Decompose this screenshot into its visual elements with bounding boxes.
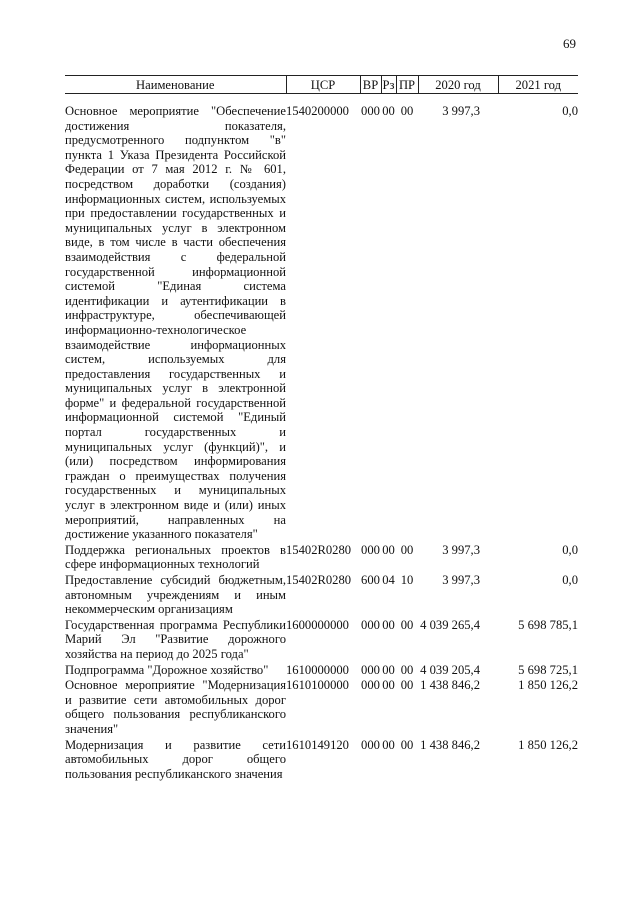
row-rz: 00 <box>382 542 395 557</box>
table-row <box>65 662 578 678</box>
table-row <box>65 572 578 617</box>
row-2020: 4 039 265,4 <box>420 617 480 632</box>
table-row <box>65 737 578 782</box>
table-header-row <box>65 76 578 94</box>
row-csr: 1610100000 <box>286 678 349 693</box>
row-csr: 1540200000 <box>286 104 349 118</box>
table-body <box>65 94 578 782</box>
header-2020: 2020 год <box>418 76 498 94</box>
row-vr: 000 <box>361 662 380 677</box>
row-rz: 00 <box>382 104 395 118</box>
row-name: Основное мероприятие "Обеспечение достижения показателя, предусмотренного подпунктом "в" пункта 1 Указа Президента Российской Федерации от 7 мая 2012 г. № 601, посредством доработки (создания) информационных систем, используемых при предоставлении государственных и муниципальных услуг в электронном виде, в том числе в части обеспечения взаимодействия с федеральной государственной информационной системой "Единая система идентификации и аутентификации в инфраструктуре, обеспечивающей информационно-технологическое взаимодействие информационных систем, используемых для предоставления государственных и муниципальных услуг в электронной форме" и федеральной государственной информационной системой "Единый портал государственных и муниципальных услуг (функций)", и (или) посредством информирования граждан о преимуществах получения государственных и муниципальных услуг в электронном виде и (или) иных мероприятий, направленных на достижение указанного показателя" <box>65 104 286 542</box>
row-2020: 3 997,3 <box>442 104 480 118</box>
row-csr: 1610000000 <box>286 662 349 677</box>
row-vr: 000 <box>361 617 380 632</box>
row-pr: 00 <box>400 617 414 632</box>
row-vr: 000 <box>361 678 380 693</box>
row-pr: 10 <box>400 573 414 587</box>
row-2020: 3 997,3 <box>442 542 480 557</box>
row-pr: 00 <box>400 662 414 677</box>
row-rz: 00 <box>382 617 395 632</box>
header-vr: ВР <box>360 76 381 94</box>
table-row <box>65 617 578 662</box>
row-name: Государственная программа Республики Марий Эл "Развитие дорожного хозяйства на период до 2025 года" <box>65 617 286 661</box>
row-rz: 00 <box>382 678 395 693</box>
row-2021: 5 698 785,1 <box>518 617 578 632</box>
row-csr: 1610149120 <box>286 737 349 752</box>
row-pr: 00 <box>400 542 414 557</box>
row-vr: 600 <box>361 573 380 587</box>
row-pr: 00 <box>400 678 414 693</box>
table-row <box>65 677 578 736</box>
row-pr: 00 <box>400 104 414 118</box>
row-2021: 0,0 <box>562 542 578 557</box>
row-vr: 000 <box>361 104 380 118</box>
budget-table <box>65 75 578 781</box>
row-name: Подпрограмма "Дорожное хозяйство" <box>65 662 269 677</box>
row-2021: 5 698 725,1 <box>518 662 578 677</box>
row-rz: 00 <box>382 662 395 677</box>
row-csr: 1600000000 <box>286 617 349 632</box>
table-row <box>65 542 578 572</box>
row-name: Предоставление субсидий бюджетным, автономным учреждениям и иным некоммерческим организациям <box>65 573 286 617</box>
row-2020: 4 039 205,4 <box>420 662 480 677</box>
row-rz: 04 <box>382 573 395 587</box>
row-2021: 1 850 126,2 <box>518 678 578 693</box>
row-2021: 0,0 <box>562 104 578 118</box>
row-2021: 0,0 <box>562 573 578 587</box>
page-number: 69 <box>563 36 576 51</box>
header-2021: 2021 год <box>498 76 578 94</box>
header-pr: ПР <box>396 76 418 94</box>
header-rz: Рз <box>381 76 396 94</box>
header-name: Наименование <box>65 76 286 94</box>
row-2020: 1 438 846,2 <box>420 737 480 752</box>
row-csr: 15402R0280 <box>286 542 352 557</box>
row-name: Основное мероприятие "Модернизация и развитие сети автомобильных дорог общего пользования республиканского значения" <box>65 678 286 736</box>
row-vr: 000 <box>361 737 380 752</box>
header-csr: ЦСР <box>286 76 360 94</box>
row-csr: 15402R0280 <box>286 573 352 587</box>
table-row <box>65 94 578 542</box>
row-name: Модернизация и развитие сети автомобильных дорог общего пользования республиканского значения <box>65 737 286 781</box>
row-vr: 000 <box>361 542 380 557</box>
row-2020: 1 438 846,2 <box>420 678 480 693</box>
row-2021: 1 850 126,2 <box>518 737 578 752</box>
row-name: Поддержка региональных проектов в сфере информационных технологий <box>65 542 286 572</box>
row-pr: 00 <box>400 737 414 752</box>
row-rz: 00 <box>382 737 395 752</box>
row-2020: 3 997,3 <box>442 573 480 587</box>
